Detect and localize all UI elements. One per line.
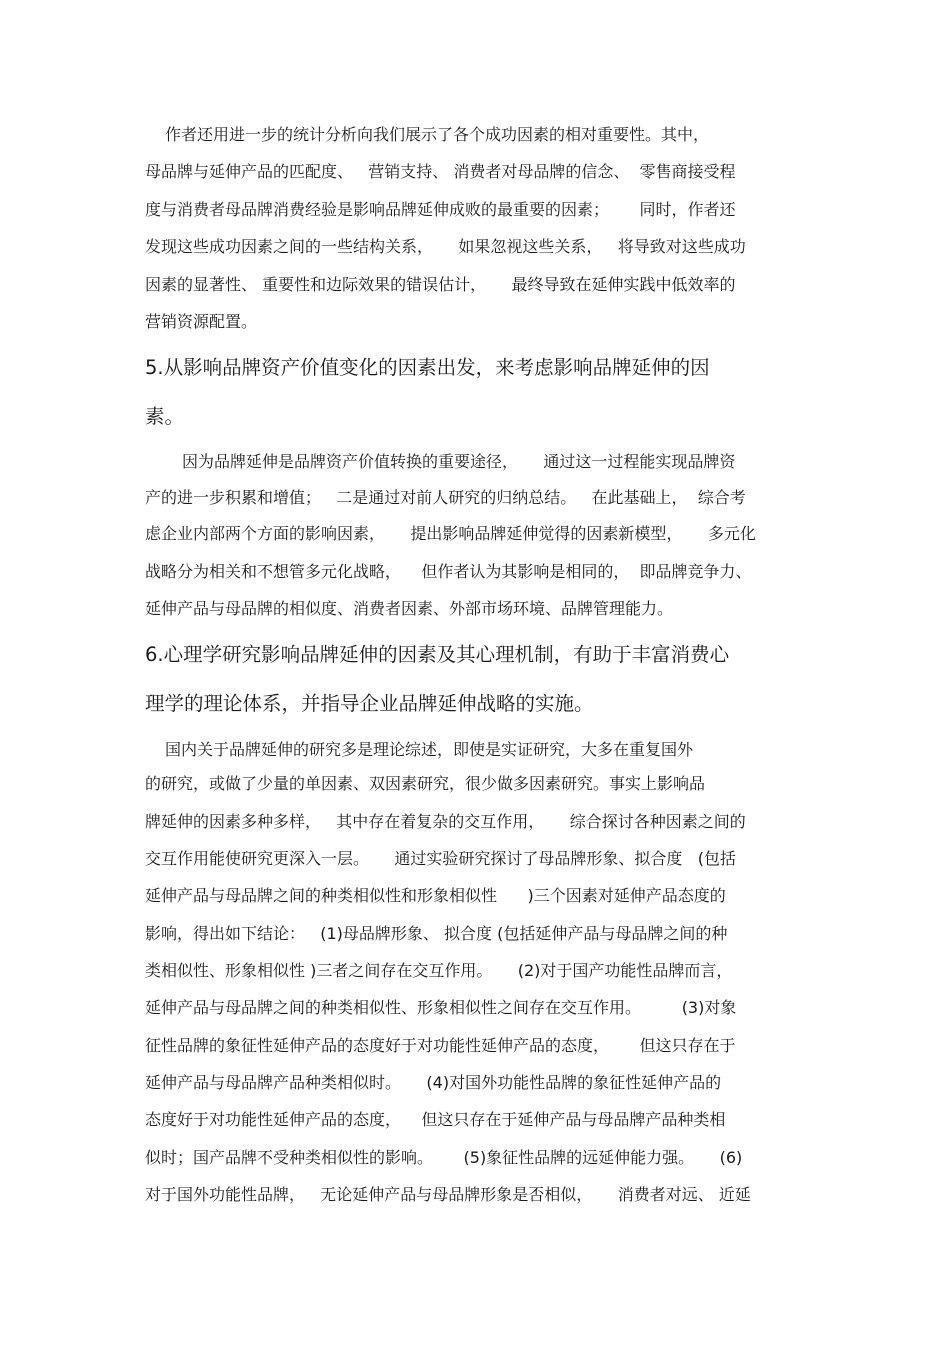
text-line: 延伸产品与母品牌的相似度、消费者因素、外部市场环境、品牌管理能力。 [145, 599, 674, 618]
text-line: 态度好于对功能性延伸产品的态度， 但这只存在于延伸产品与母品牌产品种类相 [145, 1110, 726, 1129]
text-line: 因为品牌延伸是品牌资产价值转换的重要途径， 通过这一过程能实现品牌资 [182, 452, 736, 471]
text-line: 似时；国产品牌不受种类相似性的影响。 (5)象征性品牌的远延伸能力强。 (6) [145, 1148, 743, 1167]
text-line: 交互作用能使研究更深入一层。 通过实验研究探讨了母品牌形象、拟合度 (包括 [145, 849, 736, 868]
text-line: 营销资源配置。 [145, 312, 258, 331]
heading-line: 6.心理学研究影响品牌延伸的因素及其心理机制，有助于丰富消费心 [145, 643, 730, 666]
text-line: 征性品牌的象征性延伸产品的态度好于对功能性延伸产品的态度， 但这只存在于 [145, 1036, 736, 1055]
text-line: 产的进一步积累和增值； 二是通过对前人研究的归纳总结。 在此基础上， 综合考 [145, 488, 746, 507]
text-line: 对于国外功能性品牌， 无论延伸产品与母品牌形象是否相似， 消费者对远、 近延 [145, 1185, 751, 1204]
text-line: 度与消费者母品牌消费经验是影响品牌延伸成败的最重要的因素； 同时，作者还 [145, 200, 736, 219]
text-line: 作者还用进一步的统计分析向我们展示了各个成功因素的相对重要性。其中， [165, 125, 710, 144]
text-line: 延伸产品与母品牌之间的种类相似性、形象相似性之间存在交互作用。 (3)对象 [145, 998, 737, 1017]
text-line: 因素的显著性、 重要性和边际效果的错误估计， 最终导致在延伸实践中低效率的 [145, 275, 736, 294]
text-line: 牌延伸的因素多种多样， 其中存在着复杂的交互作用， 综合探讨各种因素之间的 [145, 812, 746, 831]
text-line: 的研究，或做了少量的单因素、双因素研究，很少做多因素研究。事实上影响品 [145, 774, 706, 793]
text-line: 影响，得出如下结论： (1)母品牌形象、 拟合度 (包括延伸产品与母品牌之间的种 [145, 924, 728, 943]
heading-line: 素。 [145, 405, 185, 428]
text-line: 发现这些成功因素之间的一些结构关系， 如果忽视这些关系， 将导致对这些成功 [145, 237, 746, 256]
text-line: 母品牌与延伸产品的匹配度、 营销支持、 消费者对母品牌的信念、 零售商接受程 [145, 162, 736, 181]
text-line: 类相似性、形象相似性 )三者之间存在交互作用。 (2)对于国产功能性品牌而言， [145, 961, 733, 980]
heading-line: 5.从影响品牌资产价值变化的因素出发，来考虑影响品牌延伸的因 [145, 356, 710, 379]
heading-line: 理学的理论体系，并指导企业品牌延伸战略的实施。 [145, 692, 594, 715]
text-line: 虑企业内部两个方面的影响因素， 提出影响品牌延伸觉得的因素新模型， 多元化 [145, 524, 756, 543]
text-line: 延伸产品与母品牌产品种类相似时。 (4)对国外功能性品牌的象征性延伸产品的 [145, 1073, 722, 1092]
text-line: 延伸产品与母品牌之间的种类相似性和形象相似性 )三个因素对延伸产品态度的 [145, 886, 726, 905]
text-line: 战略分为相关和不想管多元化战略， 但作者认为其影响是相同的， 即品牌竞争力、 [145, 562, 752, 581]
text-line: 国内关于品牌延伸的研究多是理论综述，即使是实证研究，大多在重复国外 [165, 740, 694, 759]
